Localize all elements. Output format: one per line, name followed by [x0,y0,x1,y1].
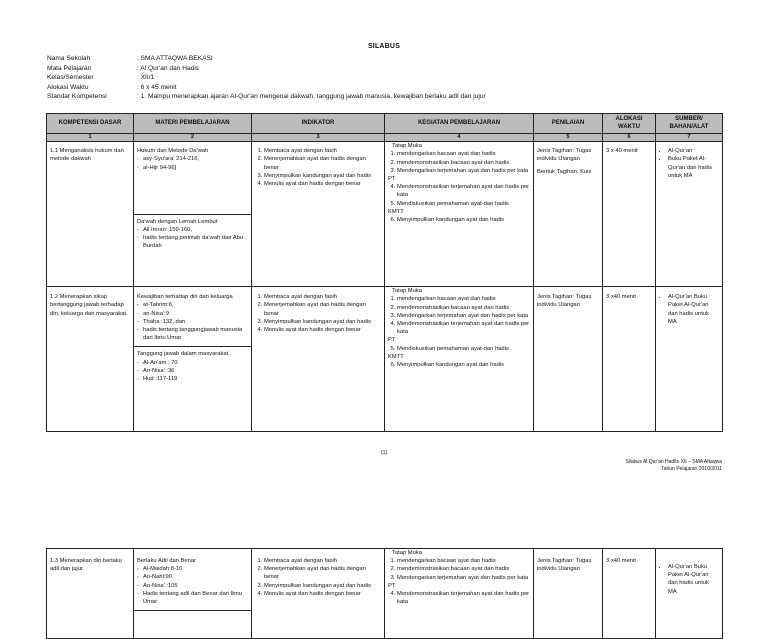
list-item: - Al-Maidah:8-10 [137,565,248,573]
cell-kegiatan: Tatap Muka 1. mendengarkan bacaan ayat dan hadis 2. mendemonstrasikan bacaan ayat dan hadis 3. Mendengarkan terjemahan ayat dan hadis per kata PT 4. Mendemonstrasikan terjemahan ayat dan hadis per kata 5. Mendiskusikan pemahaman ayat-dan hadis KMTT 6. Menyimpulkan kandungan ayat dan hadis [385,142,534,287]
list-item: - Al-An'am ; 70 [137,359,248,367]
meta-row-competency: Standar Kompetensi : 1. Mampu menerapkan ajaran Al-Qur'an mengenai dakwah, tanggung jawab manusia, kewajiban berlaku adil dan jujur [47,93,486,101]
list-item: 4. Mendemonstrasikan terjemahan ayat dan hadis per kata [397,183,530,199]
meta-row-class: Kelas/Semester : XII/1 [47,74,155,82]
cell-penilaian: Jenis Tagihan: Tugas individu Ulangan [534,549,603,639]
list-item: 1. Membaca ayat dengan fasih [264,557,381,565]
materi-list [137,155,248,171]
materi-subsection [134,610,251,634]
materi-title: Kewajiban terhadap diri dan keluarga [137,294,233,301]
list-item: 1. mendengarkan bacaan ayat dan hadis [397,295,530,303]
list-item: • Al-Qur'an Buku Paket Al-Qur'an dan hadis untuk MA [668,293,719,326]
cell-kegiatan: Tatap Muka 1. mendengarkan bacaan ayat dan hadis 2. mendemonstrasikan bacaan ayat dan hadis 3. Mendengarkan terjemahan ayat dan hadis per kata 4. Mendemonstrasikan terjemahan ayat dan hadis per kata PT 5. Mendiskusikan pemahaman ayat-dan hadis KMTT 6. Menyimpulkan kandungan ayat dan hadis [385,287,534,432]
sumber-list [659,147,719,180]
list-item: 2. Menerjemahkan ayat dan hadis dengan benar [264,565,381,581]
list-item: - Thaha :132, dan [137,318,248,326]
table-row [47,287,723,432]
list-item: - an-Nisa':9 [137,310,248,318]
list-item: 4. Mendemonstrasikan terjemahan ayat dan hadis per kata [397,590,530,606]
list-item: 2. mendemonstrasikan bacaan ayat dan hadis [397,304,530,312]
document-title: SILABUS [367,43,401,50]
materi-list [137,301,248,342]
list-item: 1. Membaca ayat dengan fasih [264,147,381,155]
header-materi: MATERI PEMBELAJARAN [134,114,252,134]
indikator-list [255,293,381,334]
list-item: • Al-Qur'an Buku Paket Al-Qur'an dan hadis untuk MA [668,563,719,596]
cell-kd: 1.2 Menerapkan sikap bertanggung jawab terhadap diri, keluarga dan masyarakat. [47,287,134,432]
materi-title: Tanggung jawab dalam masyarakat [137,351,229,358]
list-item: - hadis tentang tanggungjawab manusia dari Ibnu Umar [137,326,248,342]
cell-indikator [252,142,385,287]
materi-list [137,565,248,606]
page-footer: Silabus Al Qur'an Hadits XII – SMA Attaqwa Tahun Pelajaran 2010/2011 [625,459,722,472]
list-item: - Hud :117-119 [137,375,248,383]
table-header-row [47,114,723,134]
list-item: - Hadis tentang adil dan Benar dari Ibnu Umar [137,590,248,606]
indikator-list [255,147,381,188]
table-row [47,549,723,639]
page-number: [1] [381,450,387,456]
header-sumber: SUMBER/ BAHAN/ALAT [656,114,723,134]
materi-subsection [134,346,251,383]
cell-sumber [656,549,723,639]
cell-sumber [656,287,723,432]
sumber-list [659,563,719,596]
list-item: - An-Nisa' :36 [137,367,248,375]
cell-materi [134,142,252,287]
syllabus-table [46,113,723,432]
list-item: 1. mendengarkan bacaan ayat dan hadis [397,150,530,158]
list-item: 4. Menulis ayat dan hadis dengan benar [264,326,381,334]
kegiatan-list [388,150,530,175]
list-item: 2. Menerjemahkan ayat dan hadis dengan benar [264,155,381,171]
header-penilaian: PENILAIAN [534,114,603,134]
list-item: 3. Mendengarkan terjemahan ayat dan hadis per kata [397,574,530,582]
kegiatan-list [388,345,530,353]
cell-sumber [656,142,723,287]
list-item: 4. Menulis ayat dan hadis dengan benar [264,590,381,598]
list-item: - An-Nahl:90 [137,573,248,581]
table-row [47,142,723,287]
list-item: 3. Mendengarkan terjemahan ayat dan hadis per kata [397,167,530,175]
kegiatan-list [388,557,530,582]
kegiatan-list [388,183,530,208]
list-item: - at-Tahrim:6, [137,301,248,309]
meta-row-time: Alokasi Waktu : 6 x 45 menit [47,83,177,91]
list-item: 1. mendengarkan bacaan ayat dan hadis [397,557,530,565]
list-item: 3. Menyimpulkan kandungan ayat dan hadis [264,582,381,590]
cell-kegiatan: Tatap Muka 1. mendengarkan bacaan ayat dan hadis 2. mendemonstrasikan bacaan ayat dan hadis 3. Mendengarkan terjemahan ayat dan hadis per kata PT 4. Mendemonstrasikan terjemahan ayat dan hadis per kata [385,549,534,639]
header-indikator: INDIKATOR [252,114,385,134]
meta-row-subject: Mata Pelajaran : Al Qur'an dan Hadis [47,64,200,72]
cell-penilaian: Jenis Tagihan: Tugas individu Ulangan [534,287,603,432]
header-kegiatan: KEGIATAN PEMBELAJARAN [385,114,534,134]
cell-indikator [252,287,385,432]
list-item: - hadis tentang perintah da'wah dari Abu Burdah [137,234,248,250]
cell-alokasi: 3 x40 menit [603,549,656,639]
materi-title: Berlaku Adil dan Benar [137,558,196,564]
cell-alokasi: 3 x 40 menit [603,142,656,287]
list-item: 6. Menyimpulkan kandungan ayat dan hadis [397,361,530,369]
list-item: 3. Menyimpulkan kandungan ayat dan hadis [264,318,381,326]
cell-alokasi: 3 x40 menit [603,287,656,432]
cell-materi [134,549,252,639]
list-item: 2. mendemonstrasikan bacaan ayat dan hadis [397,565,530,573]
header-kompetensi: KOMPETENSI DASAR [47,114,134,134]
list-item: - al-Hijr 94-96] [137,164,248,172]
list-item: 6. Menyimpulkan kandungan ayat dan hadis [397,216,530,224]
header-alokasi: ALOKASI WAKTU [603,114,656,134]
list-item: 4. Menulis ayat dan hadis dengan benar [264,180,381,188]
column-number-row: 1 2 3 4 5 6 7 [47,134,723,142]
list-item: 5. Mendiskusikan pemahaman ayat-dan hadis [397,200,530,208]
kegiatan-list [388,361,530,369]
materi-list [137,226,248,251]
list-item: • Al-Qur'an [668,147,719,155]
materi-list [137,359,248,384]
list-item: 3. Menyimpulkan kandungan ayat dan hadis [264,172,381,180]
sumber-list [659,293,719,326]
indikator-list [255,557,381,598]
list-item: 5. Mendiskusikan pemahaman ayat-dan hadis [397,345,530,353]
list-item: 2. Menerjemahkan ayat dan hadis dengan benar [264,301,381,317]
kegiatan-list [388,216,530,224]
cell-indikator [252,549,385,639]
cell-penilaian: Jenis Tagihan: Tugas individu Ulangan Bentuk Tagihan: Kuis [534,142,603,287]
kegiatan-list [388,295,530,336]
list-item: - asy-Syu'ara' 214-216, [137,155,248,163]
materi-title: Hukum dan Metode Da'wah [137,148,209,155]
meta-row-school: Nama Sekolah : SMA ATTAQWA BEKASI [47,55,213,62]
list-item: 2. mendemonstrasikan bacaan ayat dan hadis [397,159,530,167]
cell-materi [134,287,252,432]
cell-kd: 1.3 Menerapkan diri berlaku adil dan jujur. [47,549,134,639]
list-item: - An-Nisa' :105 [137,582,248,590]
list-item: 1. Membaca ayat dengan fasih [264,293,381,301]
list-item: - Ali Imran: 159-160, [137,226,248,234]
syllabus-table-page-2 [46,548,723,639]
list-item: 3. Mendengarkan terjemahan ayat dan hadis per kata [397,312,530,320]
list-item: 4. Mendemonstrasikan terjemahan ayat dan hadis per kata [397,320,530,336]
cell-kd: 1.1 Menganalisis hukum dan metode dakwah [47,142,134,287]
materi-title: Da'wah dengan Lemah Lembut [137,218,218,225]
kegiatan-list [388,590,530,606]
materi-subsection [134,214,251,251]
list-item: • Buku Paket Al-Qur'an dan hadis untuk MA [668,155,719,180]
document-meta [47,54,486,102]
